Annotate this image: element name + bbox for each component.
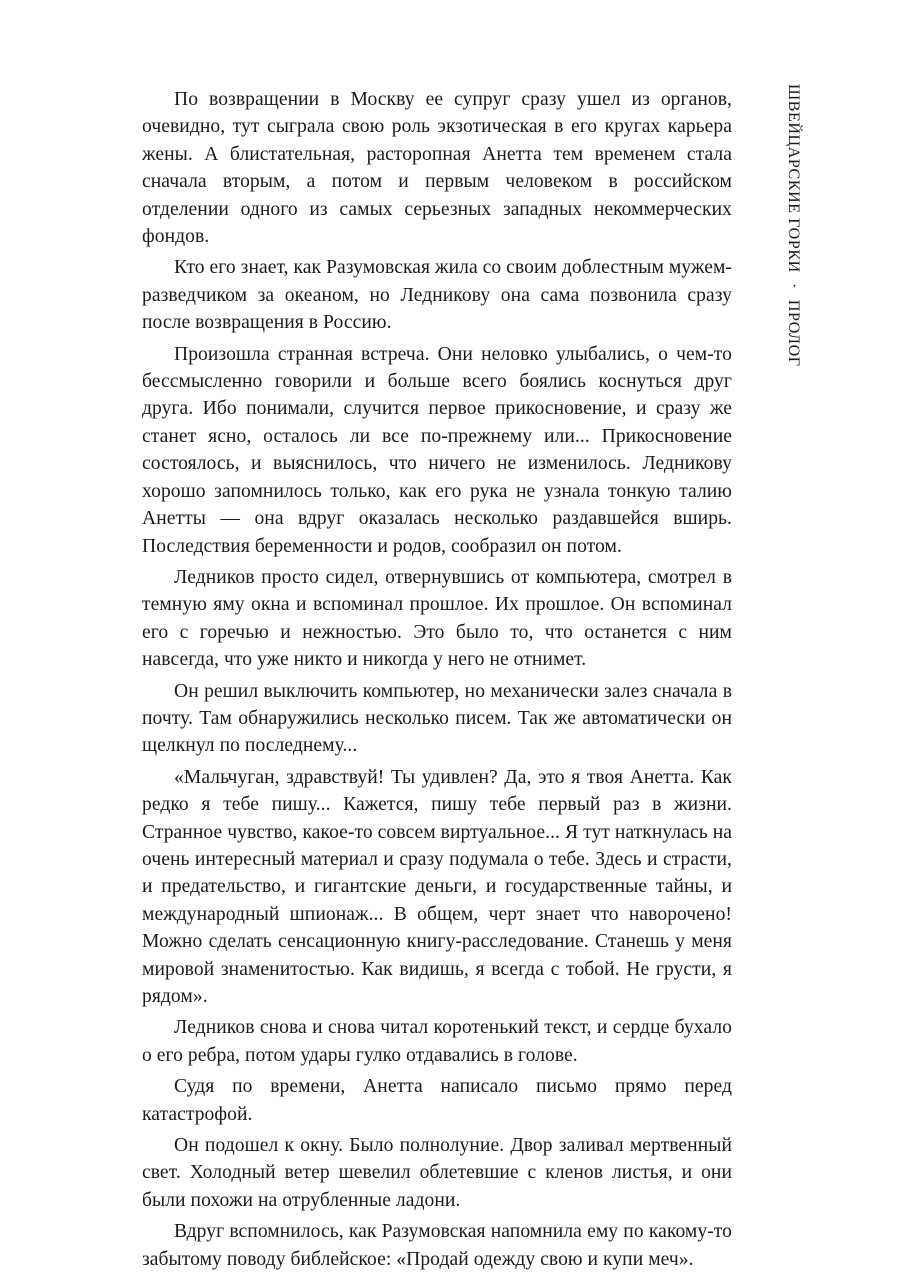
paragraph: Ледников просто сидел, отвернувшись от компьютера, смотрел в темную яму окна и вспоминал прошлое. Их прошлое. Он вспоминал его с горечью и нежностью. Это было то, что останется с ним навсегда, что уже никто и никогда у него не отнимет. (142, 566, 732, 671)
paragraph: Кто его знает, как Разумовская жила со своим доблестным мужем-разведчиком за океаном, но Ледникову она сама позвонила сразу после возвращения в Россию. (142, 257, 732, 334)
paragraph: Вдруг вспомнилось, как Разумовская напомнила ему по какому-то забытому поводу библейское: «Продай одежду свою и купи меч». (142, 1221, 732, 1270)
running-head-book-title: ШВЕЙЦАРСКИЕ ГОРКИ (785, 84, 802, 273)
running-head-separator: · (785, 283, 802, 290)
paragraph: Он решил выключить компьютер, но механически залез сначала в почту. Там обнаружились несколько писем. Так же автоматически он щелкнул по последнему... (142, 680, 732, 757)
running-head-section: ПРОЛОГ (785, 299, 802, 367)
paragraph: Произошла странная встреча. Они неловко улыбались, о чем-то бессмысленно говорили и больше всего боялись коснуться друг друга. Ибо понимали, случится первое прикосновение, и сразу же станет ясно, осталось ли все по-прежнему или... Прикосновение состоялось, и выяснилось, что ничего не изменилось. Ледникову хорошо запомнилось только, как его рука не узнала тонкую талию Анетты — она вдруг оказалась несколько раздавшейся вширь. Последствия беременности и родов, сообразил он потом. (142, 343, 732, 557)
paragraph: Судя по времени, Анетта написало письмо прямо перед катастрофой. (142, 1076, 732, 1125)
running-head (772, 84, 802, 404)
paragraph: Ледников снова и снова читал коротенький текст, и сердце бухало о его ребра, потом удары гулко отдавались в голове. (142, 1017, 732, 1066)
body-text (142, 86, 732, 1277)
paragraph: Он подошел к окну. Было полнолуние. Двор заливал мертвенный свет. Холодный ветер шевелил облетевшие с кленов листья, и они были похожи на отрубленные ладони. (142, 1135, 732, 1211)
paragraph: По возвращении в Москву ее супруг сразу ушел из органов, очевидно, тут сыграла свою роль экзотическая в его кругах карьера жены. А блистательная, расторопная Анетта тем временем стала сначала вторым, а потом и первым человеком в российском отделении одного из самых серьезных западных некоммерческих фондов. (142, 89, 732, 248)
paragraph: «Мальчуган, здравствуй! Ты удивлен? Да, это я твоя Анетта. Как редко я тебе пишу... Кажется, пишу тебе первый раз в жизни. Странное чувство, какое-то совсем виртуальное... Я тут наткнулась на очень интересный материал и сразу подумала о тебе. Здесь и страсти, и предательство, и гигантские деньги, и государственные тайны, и международный шпионаж... В общем, черт знает что наворочено! Можно сделать сенсационную книгу-расследование. Станешь у меня мировой знаменитостью. Как видишь, я всегда с тобой. Не грусти, я рядом». (142, 766, 732, 1007)
